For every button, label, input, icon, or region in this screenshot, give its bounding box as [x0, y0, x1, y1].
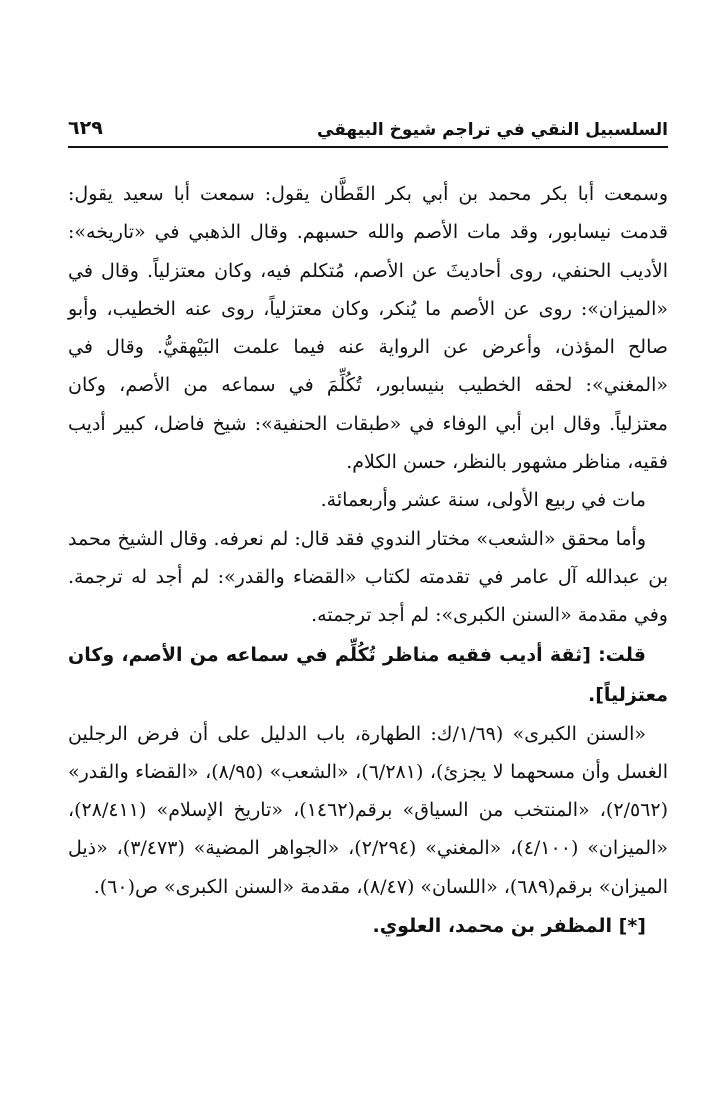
page-body [68, 175, 668, 946]
next-entry-heading: [*] المظفر بن محمد، العلوي. [372, 915, 646, 938]
sources-paragraph: «السنن الكبرى» (١/٦٩/ك: الطهارة، باب الدليل على أن فرض الرجلين الغسل وأن مسحهما لا يجزئ)، (٦/٢٨١)، «الشعب» (٨/٩٥)، «القضاء والقدر» (٢/٥٦٢)، «المنتخب من السياق» برقم(١٤٦٢)، «تاريخ الإسلام» (٢٨/٤١١)، «الميزان» (٤/١٠٠)، «المغني» (٢/٢٩٤)، «الجواهر المضية» (٣/٤٧٣)، «ذيل الميزان» برقم(٦٨٩)، «اللسان» (٨/٤٧)، مقدمة «السنن الكبرى» ص(٦٠). [68, 722, 669, 898]
header-rule [68, 146, 668, 148]
book-title: السلسبيل النقي في تراجم شيوخ البيهقي [317, 120, 668, 140]
biography-paragraph: وسمعت أبا بكر محمد بن أبي بكر القَطَّان يقول: سمعت أبا سعيد يقول: قدمت نيسابور، وقد مات الأصم والله حسبهم. وقال الذهبي في «تاريخه»: الأديب الحنفي، روى أحاديثَ عن الأصم، مُتكلم فيه، وكان معتزلياً. وقال في «الميزان»: روى عن الأصم ما يُنكر، وكان معتزلياً، روى عنه الخطيب، وأبو صالح المؤذن، وأعرض عن الرواية عنه فيما علمت البَيْهقيُّ. وقال في «المغني»: لحقه الخطيب بنيسابور، تُكُلِّمَ في سماعه من الأصم، وكان معتزلياً. وقال ابن أبي الوفاء في «طبقات الحنفية»: شيخ فاضل، كبير أديب فقيه، مناظر مشهور بالنظر، حسن الكلام. [68, 183, 668, 474]
death-paragraph: مات في ربيع الأولى، سنة عشر وأربعمائة. [320, 489, 646, 512]
unknown-paragraph: وأما محقق «الشعب» مختار الندوي فقد قال: لم نعرفه. وقال الشيخ محمد بن عبدالله آل عامر في تقدمته لكتاب «القضاء والقدر»: لم أجد له ترجمة. وفي مقدمة «السنن الكبرى»: لم أجد ترجمته. [68, 527, 668, 627]
author-verdict: قلت: [ثقة أديب فقيه مناظر تُكُلِّم في سماعه من الأصم، وكان معتزلياً]. [68, 643, 668, 706]
running-header [68, 116, 668, 148]
page-number: ٦٢٩ [68, 117, 103, 139]
